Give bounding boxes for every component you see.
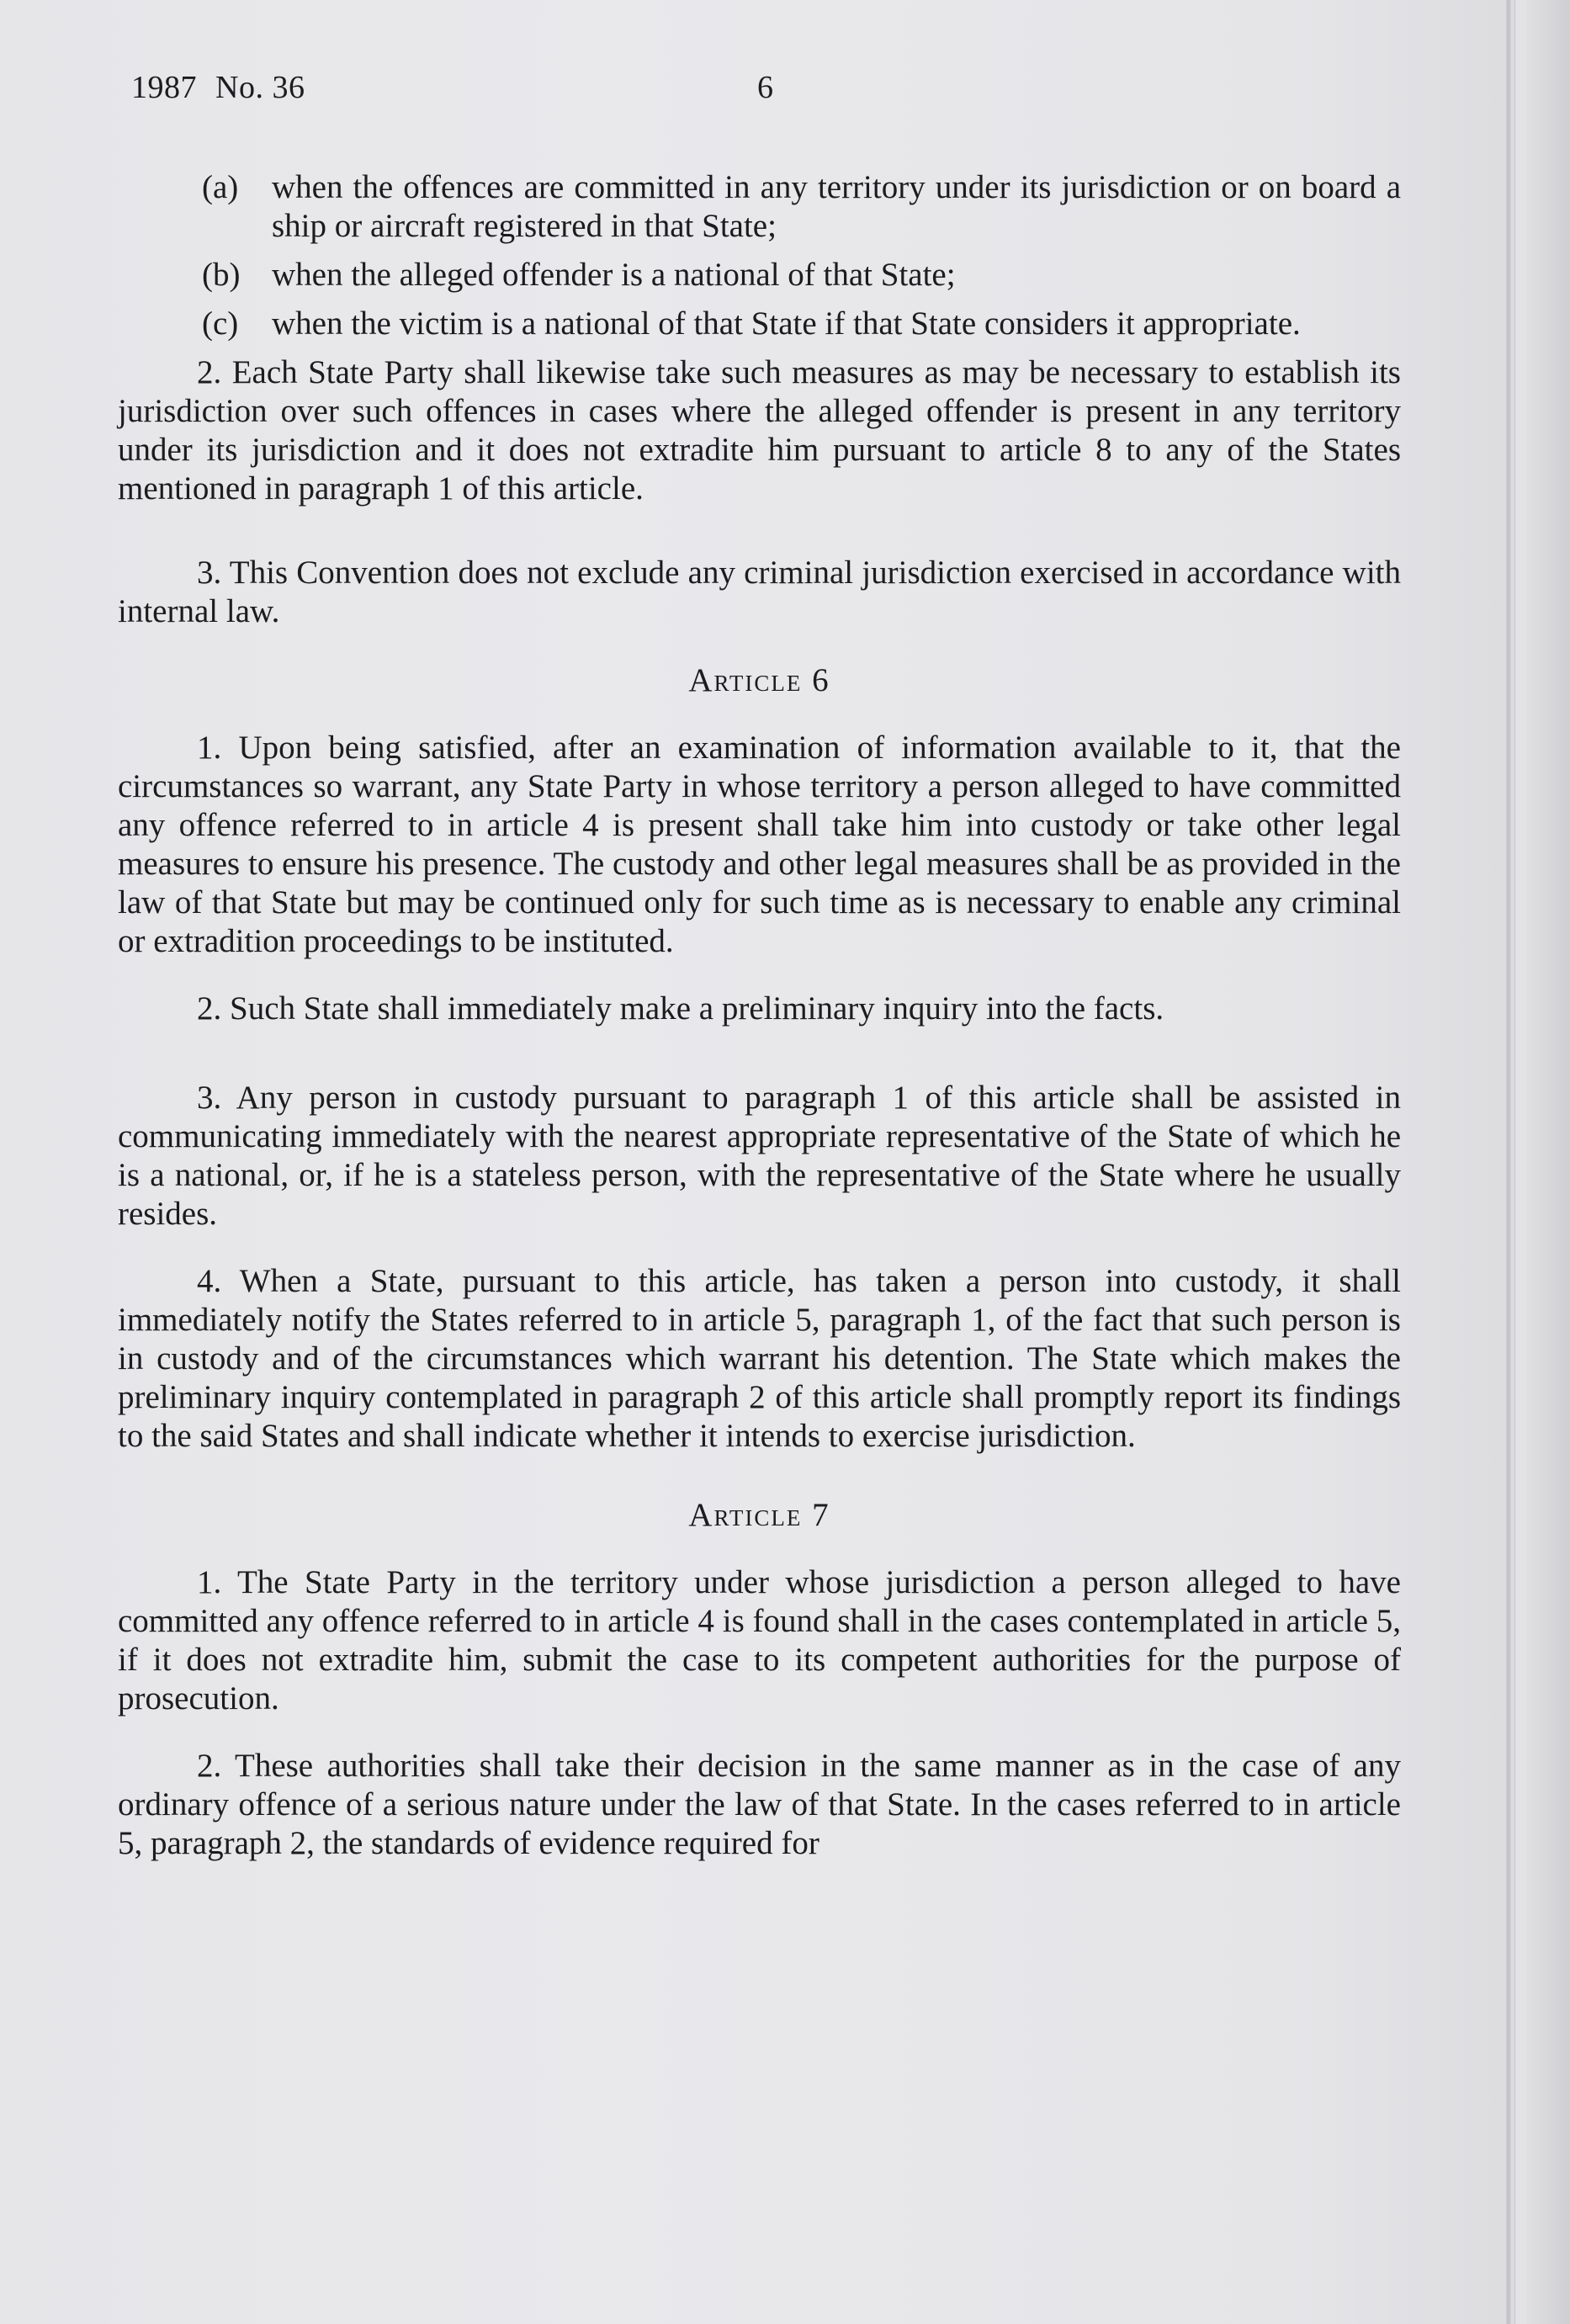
article-heading: Article 7 bbox=[688, 1497, 830, 1533]
binding-edge bbox=[1514, 0, 1527, 2324]
list-item-a bbox=[118, 168, 1401, 246]
page-edge bbox=[1506, 0, 1511, 2324]
header-number: No. 36 bbox=[215, 70, 305, 105]
paragraph: 3. Any person in custody pursuant to paragraph 1 of this article shall be assisted in communicating immediately with the nearest appropriate representative of the State of which he is a national, or, if he is a stateless person, with the representative of the State where he usually resides. bbox=[118, 1080, 1401, 1232]
paragraph: 2. Each State Party shall likewise take such measures as may be necessary to establish its jurisdiction over such offences in cases where the alleged offender is present in any territory under its jurisdiction and it does not extradite him pursuant to article 8 to any of the States mentioned in paragraph 1 of this article. bbox=[118, 354, 1401, 507]
running-header bbox=[131, 69, 774, 106]
list-item-b bbox=[118, 256, 1401, 294]
item-label: (b) bbox=[202, 257, 241, 293]
paragraph: 3. This Convention does not exclude any criminal jurisdiction exercised in accordance with internal law. bbox=[118, 554, 1401, 629]
list-item-c bbox=[118, 305, 1401, 343]
document-body bbox=[118, 168, 1401, 1873]
item-label: (c) bbox=[202, 305, 239, 342]
scan-margin bbox=[1526, 0, 1570, 2324]
paragraph: 1. Upon being satisfied, after an examination of information available to it, that the circumstances so warrant, any State Party in whose territory a person alleged to have committed any offence referred to in article 4 is present shall take him into custody or take other legal measures to ensure his presence. The custody and other legal measures shall be as provided in the law of that State but may be continued only for such time as is necessary to enable any criminal or extradition proceedings to be instituted. bbox=[118, 730, 1401, 959]
paragraph: 2. These authorities shall take their decision in the same manner as in the case of any ordinary offence of a serious nature under the law of that State. In the cases referred to in article 5, paragraph 2, the standards of evidence required for bbox=[118, 1748, 1401, 1861]
page-number: 6 bbox=[757, 70, 774, 105]
item-text: when the offences are committed in any territory under its jurisdiction or on board a ship or aircraft registered in that State; bbox=[272, 169, 1401, 244]
item-text: when the victim is a national of that State if that State considers it appropriate. bbox=[272, 305, 1301, 342]
paragraph: 4. When a State, pursuant to this article, has taken a person into custody, it shall immediately notify the States referred to in article 5, paragraph 1, of the fact that such person is in custody and of the circumstances which warrant his detention. The State which makes the preliminary inquiry contemplated in paragraph 2 of this article shall promptly report its findings to the said States and shall indicate whether it intends to exercise jurisdiction. bbox=[118, 1263, 1401, 1454]
paragraph: 2. Such State shall immediately make a preliminary inquiry into the facts. bbox=[197, 990, 1164, 1027]
item-label: (a) bbox=[202, 169, 239, 205]
item-text: when the alleged offender is a national of that State; bbox=[272, 257, 956, 293]
article-heading: Article 6 bbox=[688, 662, 830, 698]
paragraph: 1. The State Party in the territory under whose jurisdiction a person alleged to have committed any offence referred to in article 4 is found shall in the cases contemplated in article 5, if it does not extradite him, submit the case to its competent authorities for the purpose of prosecution. bbox=[118, 1564, 1401, 1716]
header-year: 1987 bbox=[131, 70, 197, 105]
